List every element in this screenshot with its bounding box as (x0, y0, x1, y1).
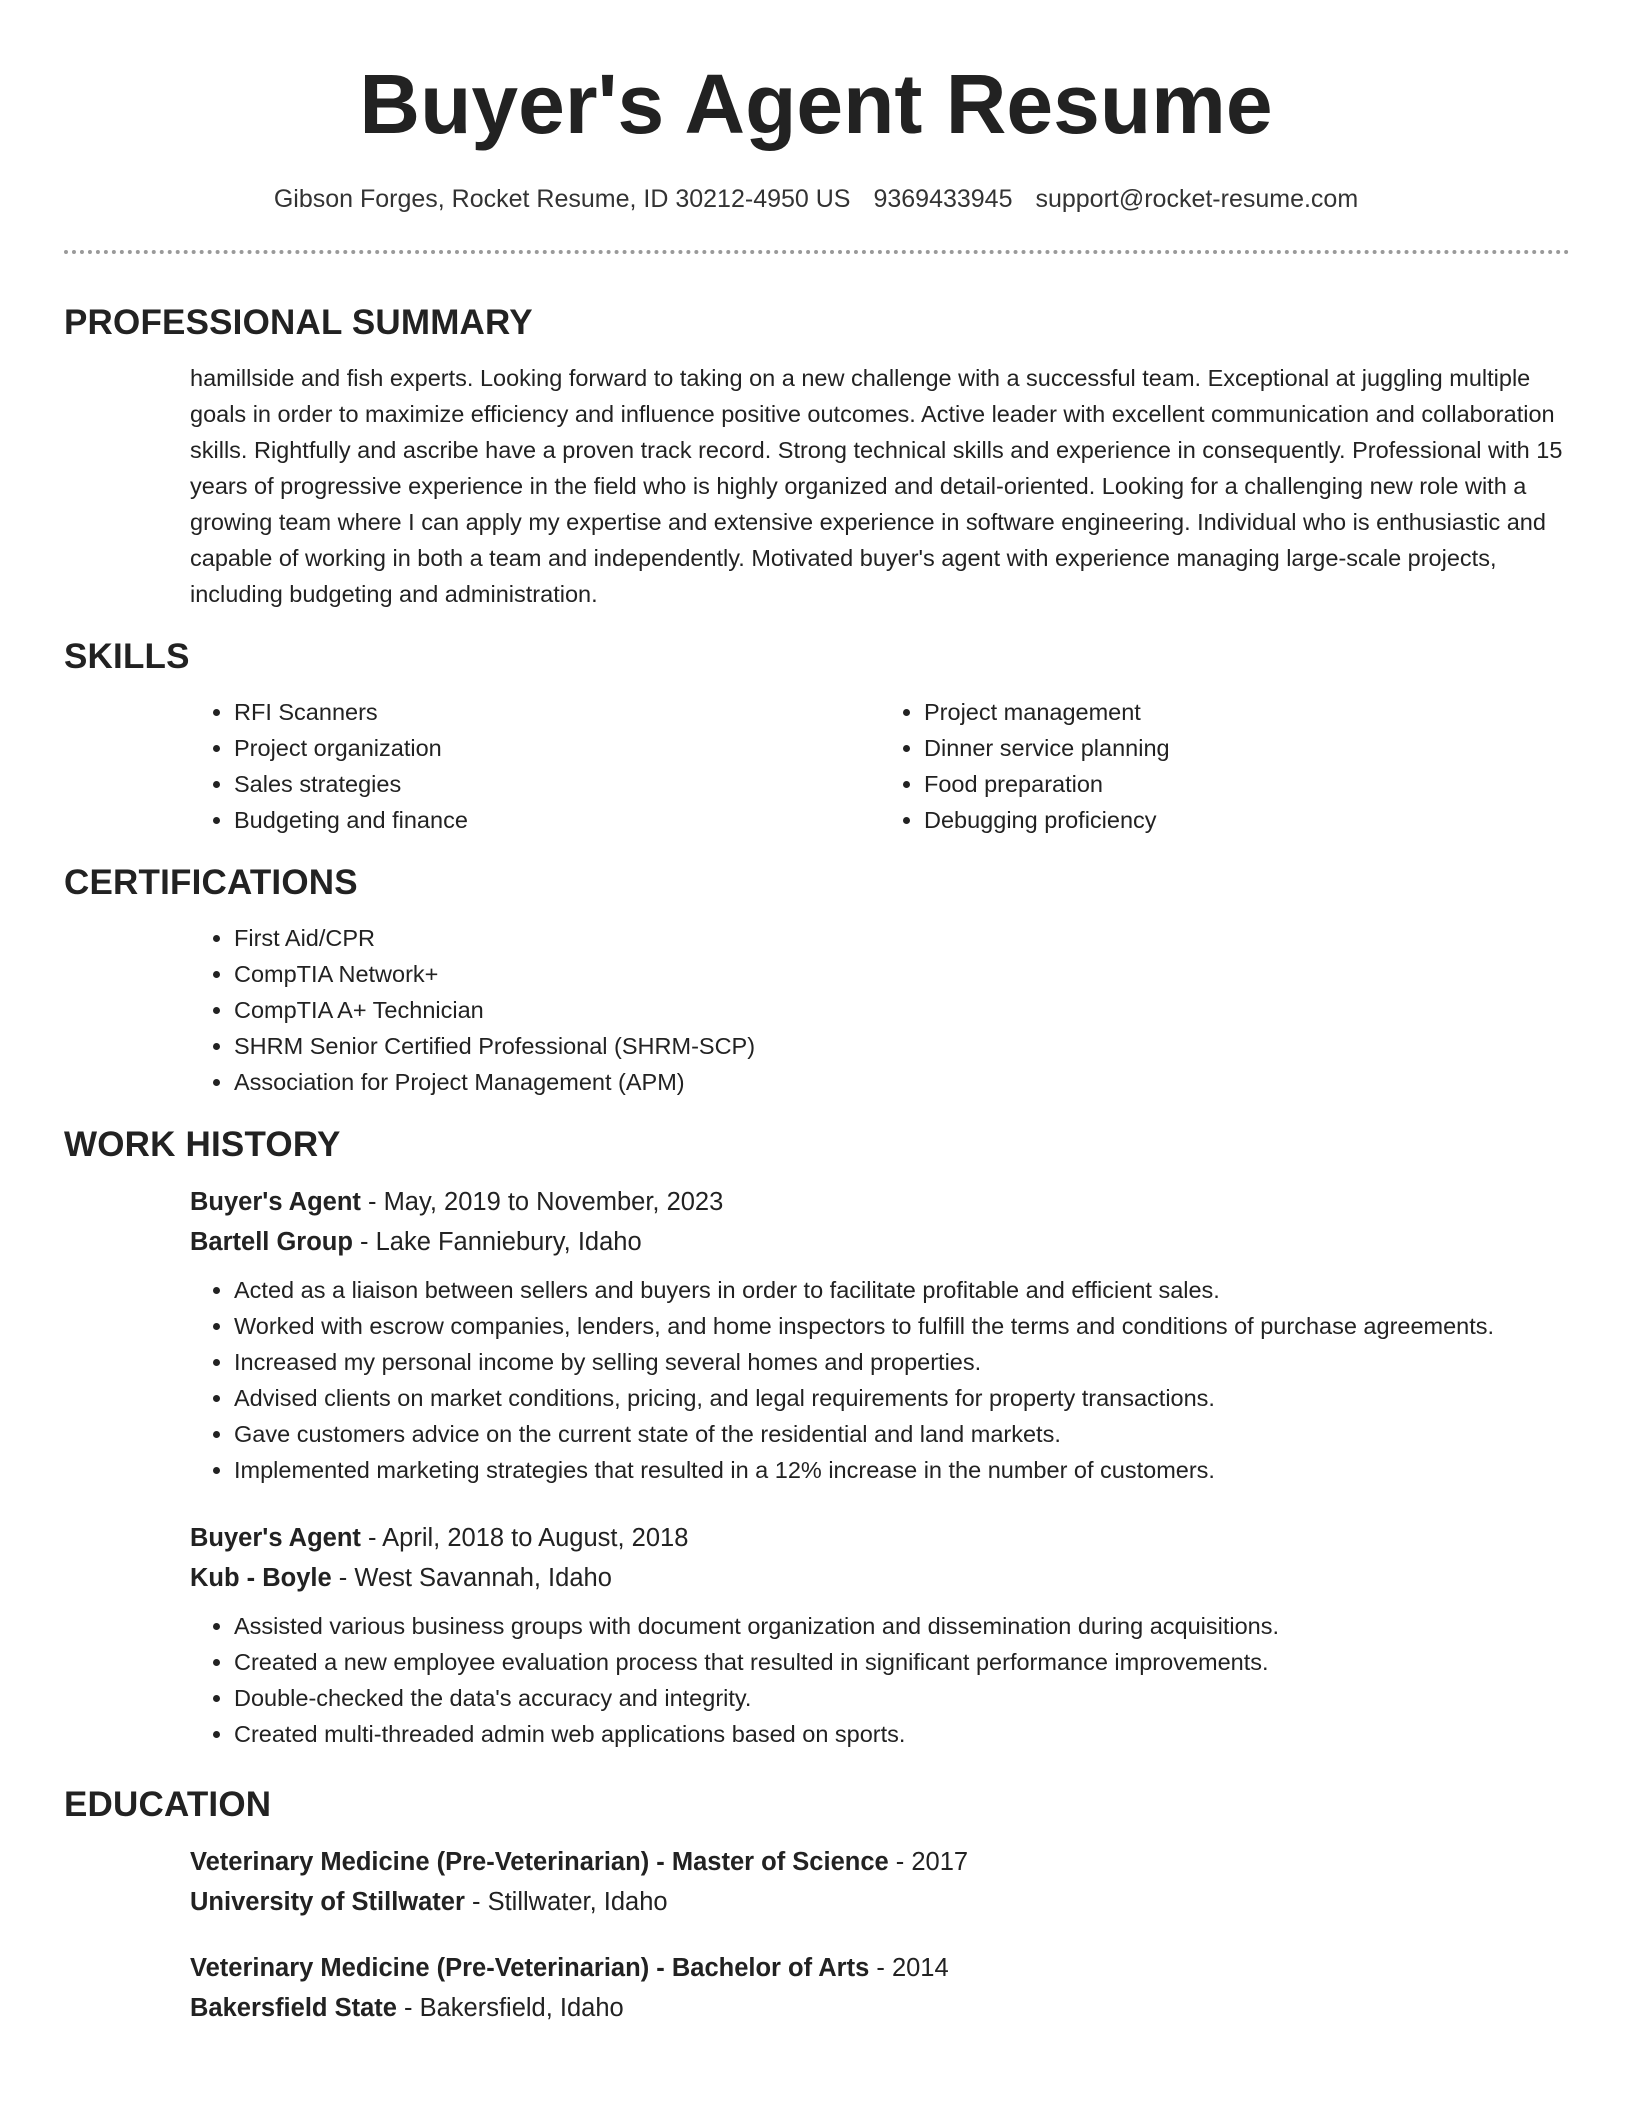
education-year: - 2014 (869, 1954, 949, 1982)
job-entry (190, 1518, 1570, 1752)
education-entry (190, 1948, 1570, 2028)
skill-item: • Project management (924, 694, 1570, 730)
job-title-line (190, 1182, 1570, 1222)
certifications-section (64, 860, 1570, 1100)
job-bullet: • Assisted various business groups with document organization and dissemination during acquisitions. (234, 1608, 1570, 1644)
education-entry (190, 1842, 1570, 1922)
header-divider (64, 250, 1570, 254)
contact-phone: 9369433945 (873, 185, 1013, 213)
certification-item: • CompTIA A+ Technician (234, 992, 1570, 1028)
contact-email: support@rocket-resume.com (1035, 185, 1359, 213)
job-location: - West Savannah, Idaho (331, 1564, 612, 1592)
certifications-list (190, 920, 1570, 1100)
job-bullet: • Acted as a liaison between sellers and buyers in order to facilitate profitable and efficient sales. (234, 1272, 1570, 1308)
summary-section (64, 300, 1570, 612)
job-dates: - May, 2019 to November, 2023 (360, 1188, 724, 1216)
skill-item: • Sales strategies (234, 766, 880, 802)
job-bullet: • Created a new employee evaluation process that resulted in significant performance improvements. (234, 1644, 1570, 1680)
job-company-line (190, 1222, 1570, 1262)
education-location: - Stillwater, Idaho (464, 1888, 668, 1916)
education-school: University of Stillwater (190, 1888, 465, 1916)
job-title: Buyer's Agent (190, 1524, 361, 1552)
skills-heading: SKILLS (64, 637, 190, 676)
job-bullets (190, 1608, 1570, 1752)
resume-title: Buyer's Agent Resume (359, 57, 1273, 151)
skills-list-left (190, 694, 880, 838)
job-company: Bartell Group (190, 1228, 353, 1256)
job-dates: - April, 2018 to August, 2018 (360, 1524, 689, 1552)
job-bullets (190, 1272, 1570, 1488)
certification-item: • Association for Project Management (APM) (234, 1064, 1570, 1100)
job-company: Kub - Boyle (190, 1564, 332, 1592)
job-bullet: • Advised clients on market conditions, pricing, and legal requirements for property transactions. (234, 1380, 1570, 1416)
education-degree: Veterinary Medicine (Pre-Veterinarian) - Master of Science (190, 1848, 889, 1876)
certification-item: • First Aid/CPR (234, 920, 1570, 956)
skill-item: • RFI Scanners (234, 694, 880, 730)
job-bullet: • Gave customers advice on the current state of the residential and land markets. (234, 1416, 1570, 1452)
education-degree: Veterinary Medicine (Pre-Veterinarian) - Bachelor of Arts (190, 1954, 870, 1982)
work-history-section (64, 1122, 1570, 1752)
certifications-heading: CERTIFICATIONS (64, 863, 358, 902)
education-degree-line (190, 1842, 1570, 1882)
education-degree-line (190, 1948, 1570, 1988)
education-school-line (190, 1988, 1570, 2028)
job-bullet: • Double-checked the data's accuracy and integrity. (234, 1680, 1570, 1716)
education-school: Bakersfield State (190, 1994, 397, 2022)
summary-heading: PROFESSIONAL SUMMARY (64, 303, 533, 342)
contact-line (0, 182, 1632, 216)
certification-item: • CompTIA Network+ (234, 956, 1570, 992)
skill-item: • Budgeting and finance (234, 802, 880, 838)
skill-item: • Food preparation (924, 766, 1570, 802)
education-location: - Bakersfield, Idaho (396, 1994, 624, 2022)
summary-text: hamillside and fish experts. Looking forward to taking on a new challenge with a successful team. Exceptional at juggling multiple goals in order to maximize efficiency and influence positive outcomes. Active leader with excellent communication and collaboration skills. Rightfully and ascribe have a proven track record. Strong technical skills and experience in consequently. Professional with 15 years of progressive experience in the field who is highly organized and detail-oriented. Looking for a challenging new role with a growing team where I can apply my expertise and extensive experience in software engineering. Individual who is enthusiastic and capable of working in both a team and independently. Motivated buyer's agent with experience managing large-scale projects, including budgeting and administration. (190, 365, 1563, 607)
education-heading: EDUCATION (64, 1785, 272, 1824)
job-title-line (190, 1518, 1570, 1558)
education-year: - 2017 (888, 1848, 969, 1876)
skill-item: • Project organization (234, 730, 880, 766)
skill-item: • Dinner service planning (924, 730, 1570, 766)
job-location: - Lake Fanniebury, Idaho (352, 1228, 642, 1256)
education-section (64, 1782, 1570, 2028)
resume-content (64, 300, 1570, 2054)
contact-address: Gibson Forges, Rocket Resume, ID 30212-4950 US (273, 185, 851, 213)
job-entry (190, 1182, 1570, 1488)
certification-item: • SHRM Senior Certified Professional (SHRM-SCP) (234, 1028, 1570, 1064)
job-bullet: • Worked with escrow companies, lenders, and home inspectors to fulfill the terms and conditions of purchase agreements. (234, 1308, 1570, 1344)
job-title: Buyer's Agent (190, 1188, 361, 1216)
job-bullet: • Implemented marketing strategies that resulted in a 12% increase in the number of customers. (234, 1452, 1570, 1488)
job-bullet: • Increased my personal income by selling several homes and properties. (234, 1344, 1570, 1380)
skills-list-right (880, 694, 1570, 838)
skills-section (64, 634, 1570, 838)
skill-item: • Debugging proficiency (924, 802, 1570, 838)
education-school-line (190, 1882, 1570, 1922)
job-bullet: • Created multi-threaded admin web applications based on sports. (234, 1716, 1570, 1752)
job-company-line (190, 1558, 1570, 1598)
work-history-heading: WORK HISTORY (64, 1125, 341, 1164)
